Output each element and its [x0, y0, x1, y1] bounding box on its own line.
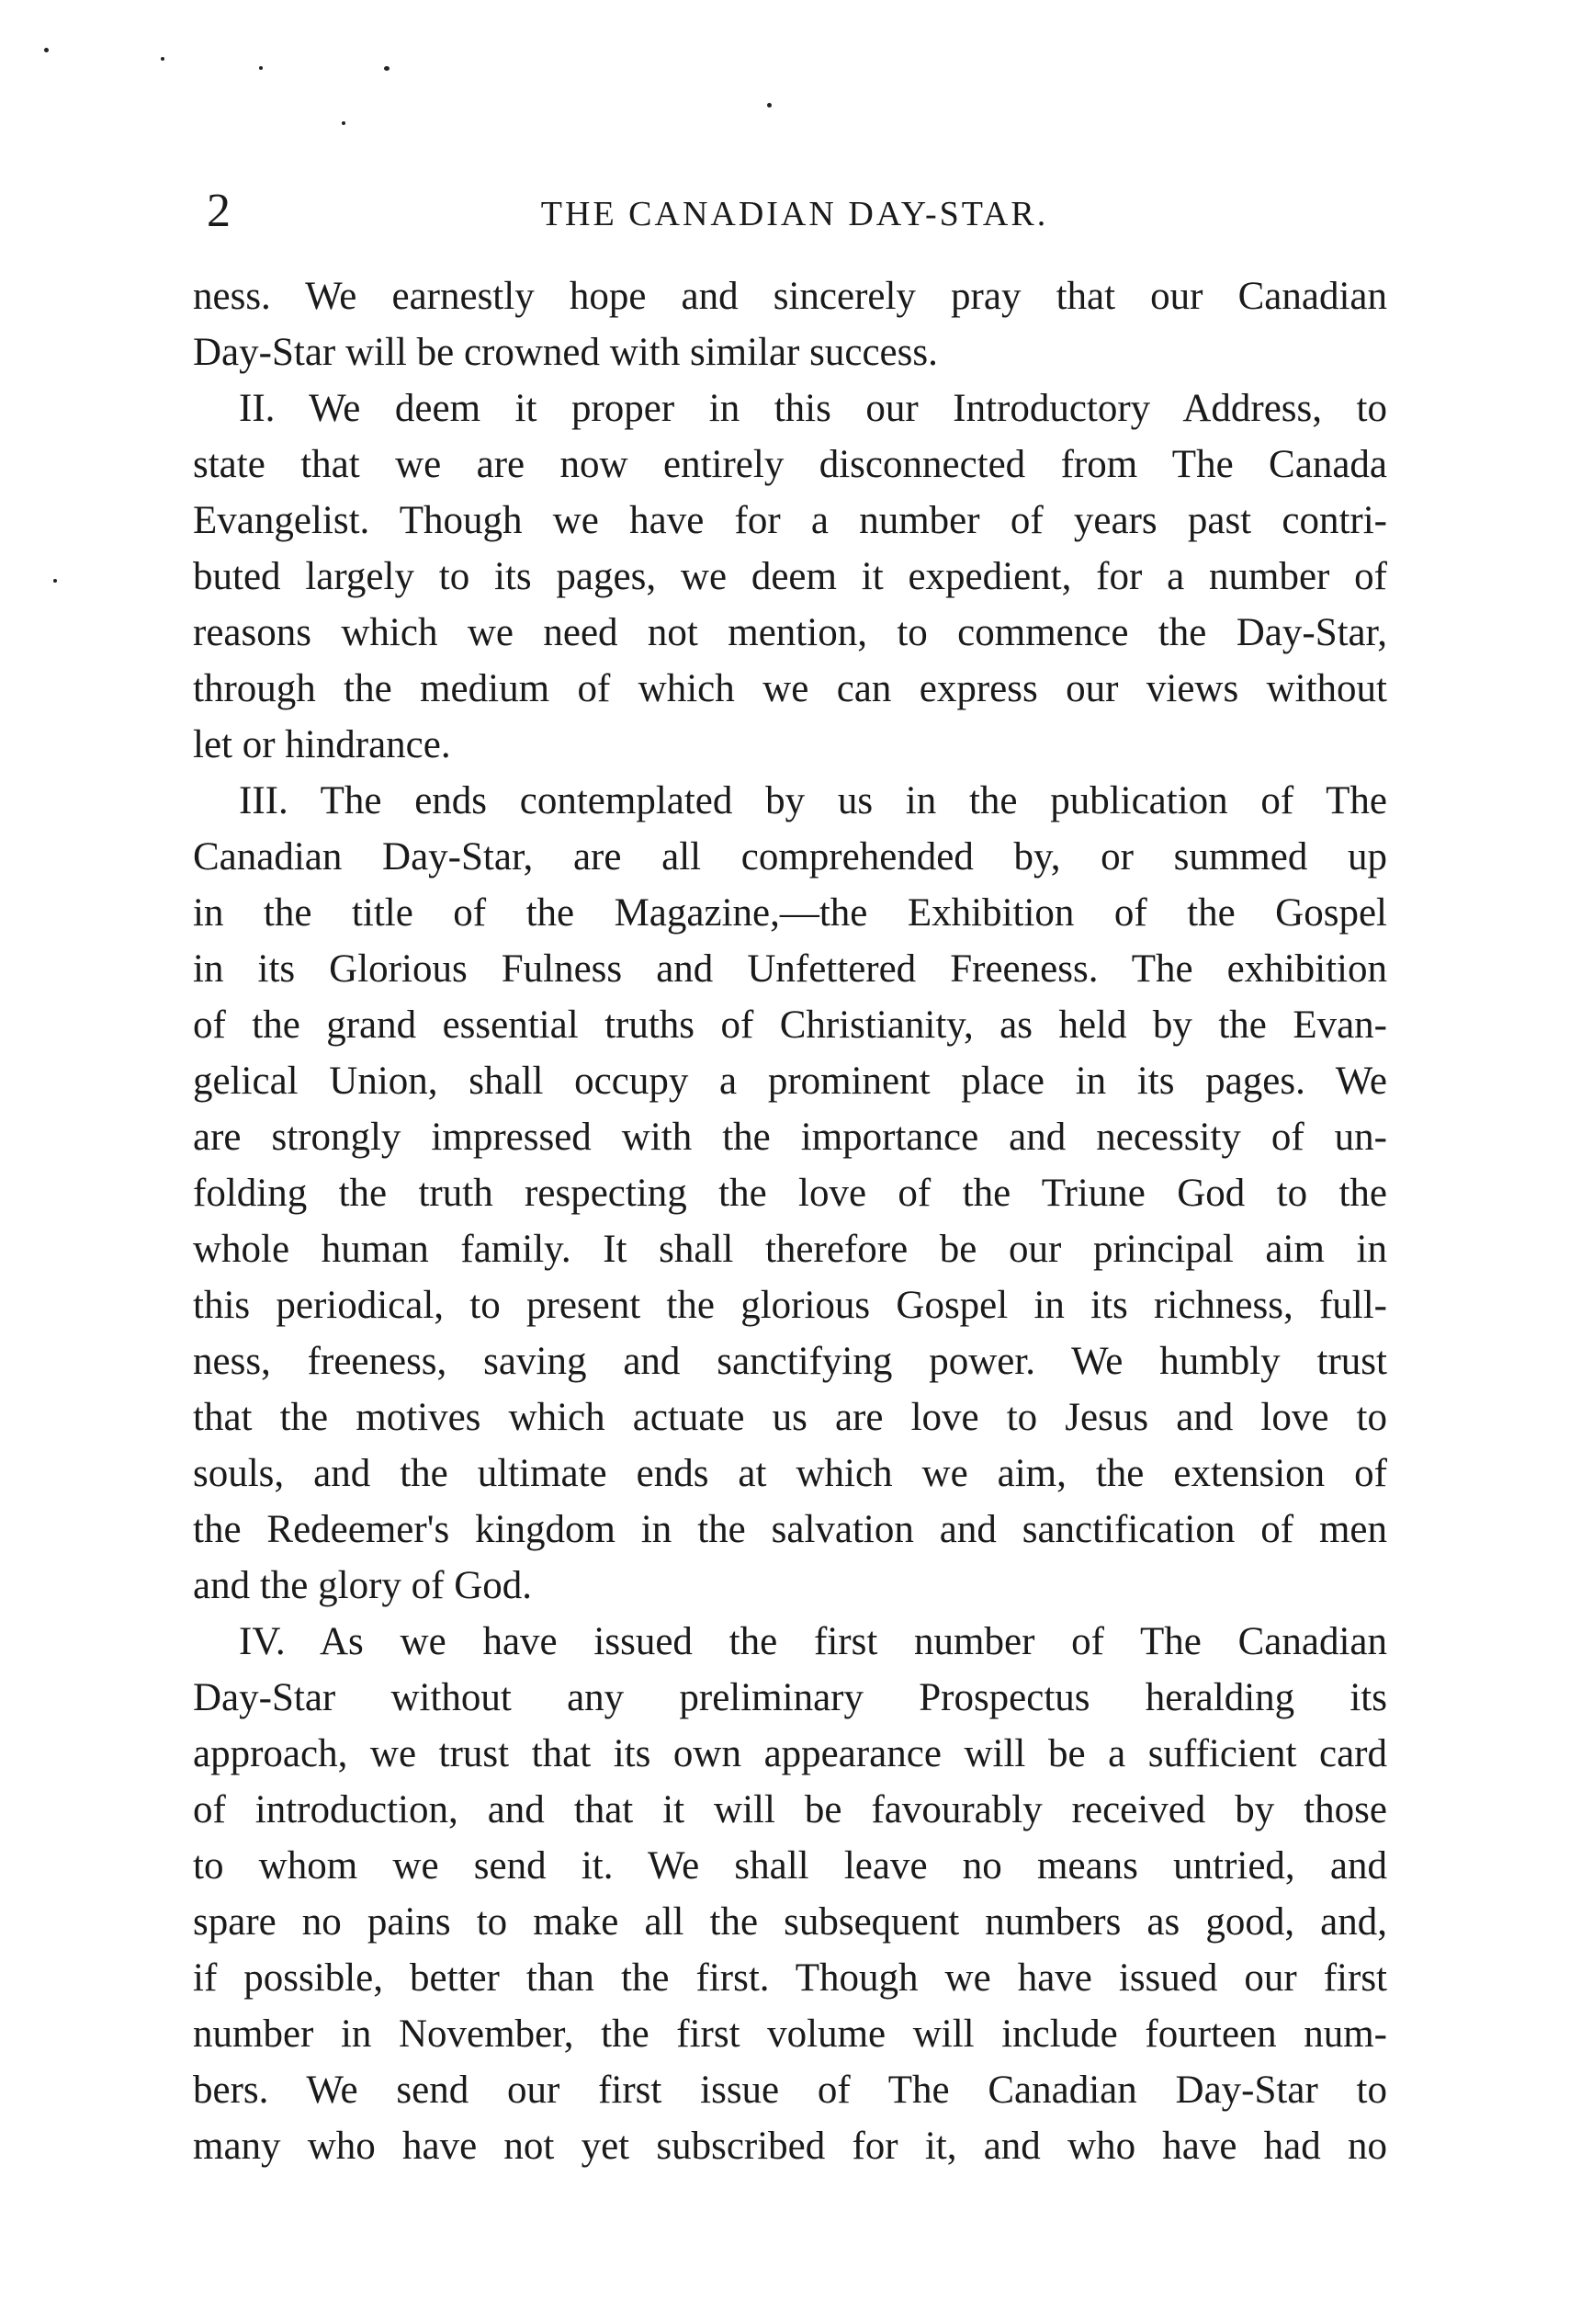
text-line: II. We deem it proper in this our Introductory Address, to — [239, 387, 1387, 430]
ink-speck — [53, 579, 57, 583]
text-line: souls, and the ultimate ends at which we aim, the extension of — [193, 1452, 1387, 1495]
text-line: are strongly impressed with the importance and necessity of un- — [193, 1116, 1387, 1159]
text-line: gelical Union, shall occupy a prominent place in its pages. We — [193, 1060, 1387, 1103]
text-line: let or hindrance. — [193, 723, 451, 766]
ink-speck — [342, 121, 345, 125]
text-line: IV. As we have issued the first number of The Canadian — [239, 1620, 1387, 1663]
text-line: ness, freeness, saving and sanctifying power. We humbly trust — [193, 1340, 1387, 1383]
text-line: through the medium of which we can express our views without — [193, 667, 1387, 710]
text-line: number in November, the first volume will include fourteen num- — [193, 2012, 1387, 2056]
text-line: in the title of the Magazine,—the Exhibition of the Gospel — [193, 891, 1387, 935]
text-line: bers. We send our first issue of The Canadian Day-Star to — [193, 2069, 1387, 2112]
running-head — [193, 179, 1396, 244]
text-line: Evangelist. Though we have for a number of years past contri- — [193, 499, 1387, 542]
text-line: folding the truth respecting the love of the Triune God to the — [193, 1172, 1387, 1215]
text-line: ness. We earnestly hope and sincerely pray that our Canadian — [193, 275, 1387, 318]
text-line: approach, we trust that its own appearance will be a sufficient card — [193, 1732, 1387, 1775]
ink-speck — [259, 66, 263, 70]
text-line: Day-Star will be crowned with similar success. — [193, 331, 938, 374]
text-line: of the grand essential truths of Christianity, as held by the Evan- — [193, 1003, 1387, 1047]
running-title: THE CANADIAN DAY-STAR. — [540, 195, 1049, 233]
text-line: in its Glorious Fulness and Unfettered Freeness. The exhibition — [193, 947, 1387, 991]
text-line: reasons which we need not mention, to commence the Day-Star, — [193, 611, 1387, 654]
text-line: this periodical, to present the glorious Gospel in its richness, full- — [193, 1284, 1387, 1327]
text-line: III. The ends contemplated by us in the publication of The — [239, 779, 1387, 822]
text-line: to whom we send it. We shall leave no means untried, and — [193, 1844, 1387, 1888]
text-line: Day-Star without any preliminary Prospectus heralding its — [193, 1676, 1387, 1719]
text-line: of introduction, and that it will be favourably received by those — [193, 1788, 1387, 1831]
text-line: state that we are now entirely disconnected from The Canada — [193, 443, 1387, 486]
text-line: spare no pains to make all the subsequent numbers as good, and, — [193, 1900, 1387, 1944]
text-line: if possible, better than the first. Though we have issued our first — [193, 1956, 1387, 2000]
ink-speck — [767, 103, 772, 108]
text-line: whole human family. It shall therefore be our principal aim in — [193, 1228, 1387, 1271]
ink-speck — [384, 66, 390, 71]
text-line: and the glory of God. — [193, 1564, 533, 1607]
text-line: many who have not yet subscribed for it, and who have had no — [193, 2125, 1387, 2168]
text-line: Canadian Day-Star, are all comprehended by, or summed up — [193, 835, 1387, 879]
ink-speck — [161, 57, 164, 61]
text-line: that the motives which actuate us are love to Jesus and love to — [193, 1396, 1387, 1439]
ink-speck — [44, 48, 49, 52]
text-line: buted largely to its pages, we deem it expedient, for a number of — [193, 555, 1387, 598]
body-text — [193, 268, 1387, 2174]
text-line: the Redeemer's kingdom in the salvation and sanctification of men — [193, 1508, 1387, 1551]
page-number: 2 — [207, 185, 231, 237]
